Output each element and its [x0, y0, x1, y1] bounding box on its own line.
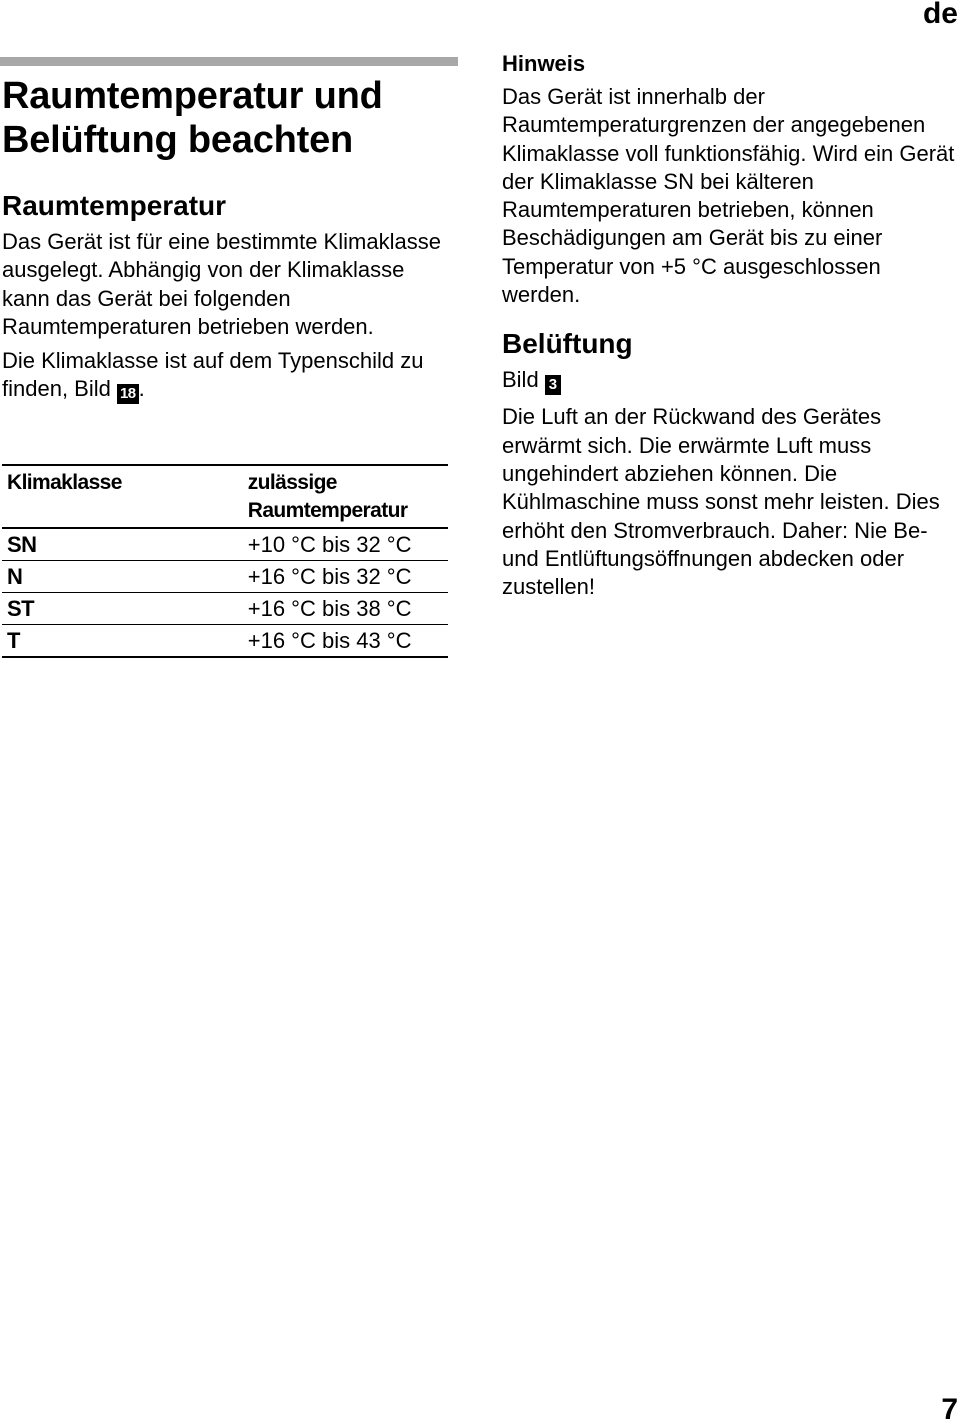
- paragraph-typenschild-text: Die Klimaklasse ist auf dem Typenschild zu finden, Bild: [2, 348, 424, 402]
- table-cell-class: SN: [7, 532, 37, 557]
- table-row: [2, 528, 448, 561]
- figure-number-badge: 3: [545, 375, 561, 395]
- figure-reference-badge: 18: [117, 384, 139, 404]
- table-cell-class: N: [7, 564, 23, 589]
- table-header-klimaklasse: Klimaklasse: [7, 471, 122, 494]
- table-cell-range: +16 °C bis 38 °C: [247, 596, 412, 621]
- figure-reference-text: Bild: [502, 367, 545, 393]
- language-tag: de: [922, 0, 958, 30]
- table-row: [2, 625, 448, 658]
- table-cell-range: +16 °C bis 43 °C: [247, 628, 412, 653]
- paragraph-klimaklasse-intro: Das Gerät ist für eine bestimmte Klimaklasse ausgelegt. Abhängig von der Klimaklasse kann das Gerät bei folgenden Raumtemperaturen betrieben werden.: [2, 229, 441, 339]
- table-row: [2, 561, 448, 593]
- paragraph-typenschild-end: .: [138, 376, 145, 402]
- table-row: [2, 593, 448, 625]
- page-number: 7: [941, 1393, 958, 1426]
- figure-reference: [502, 366, 958, 395]
- paragraph-typenschild: [2, 347, 450, 404]
- note-text: Das Gerät ist innerhalb der Raumtemperaturgrenzen der angegebenen Klimaklasse voll funktionsfähig. Wird ein Gerät der Klimaklasse SN bei kälteren Raumtemperaturen betrieben, können Beschädigungen am Gerät bis zu einer Temperatur von +5 °C ausgeschlossen werden.: [502, 84, 955, 308]
- table-header-temperatur: zulässige Raumtemperatur: [247, 471, 408, 522]
- table-cell-range: +16 °C bis 32 °C: [247, 564, 412, 589]
- section-title-raumtemperatur: Raumtemperatur: [2, 190, 227, 221]
- climate-class-table: [2, 464, 448, 658]
- section-title-belueftung: Belüftung: [502, 328, 633, 360]
- table-cell-class: ST: [7, 596, 35, 621]
- table-header-row: [2, 465, 448, 528]
- right-column: [502, 50, 958, 601]
- table-cell-range: +10 °C bis 32 °C: [247, 532, 412, 557]
- paragraph-belueftung: Die Luft an der Rückwand des Gerätes erwärmt sich. Die erwärmte Luft muss ungehindert abziehen können. Die Kühlmaschine muss sonst mehr leisten. Dies erhöht den Stromverbrauch. Daher: Nie Be- und Entlüftungsöffnungen abdecken oder zustellen!: [502, 404, 940, 600]
- note-label: Hinweis: [502, 51, 586, 76]
- left-column: [2, 74, 450, 404]
- table-cell-class: T: [7, 628, 20, 653]
- page-title: Raumtemperatur und Belüftung beachten: [2, 75, 383, 161]
- section-rule: [0, 57, 458, 66]
